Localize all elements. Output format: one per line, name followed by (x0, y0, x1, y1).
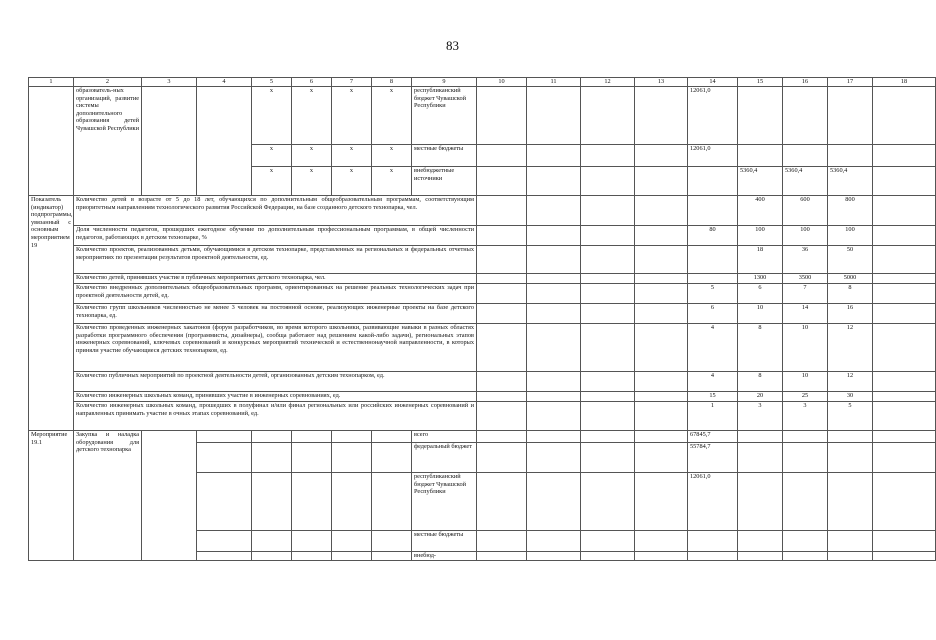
value-cell (688, 274, 738, 284)
code-cell: x (252, 167, 292, 196)
funding-source: всего (412, 431, 477, 443)
header-cell: 9 (412, 78, 477, 87)
empty-cell (142, 87, 197, 196)
value-cell: 5000 (828, 274, 873, 284)
value-cell: 4 (688, 324, 738, 372)
header-cell: 8 (372, 78, 412, 87)
code-cell: x (372, 145, 412, 167)
value-cell: 3500 (783, 274, 828, 284)
code-cell: x (252, 145, 292, 167)
page-number: 83 (446, 38, 459, 53)
header-cell: 17 (828, 78, 873, 87)
empty-cell (29, 87, 74, 196)
value-cell: 10 (783, 324, 828, 372)
header-cell: 2 (74, 78, 142, 87)
indicator-row (29, 196, 936, 226)
indicator-text: Количество проведенных инженерных хакатонов (форум разработчиков, во время которого школьники, развивающие навыки в разных областях разработки программного обеспечения (программисты, дизайнеры), сообща работают над решением какой-либо задачи), региональных этапов инженерных соревнований, ключевых соревнований и конкурсных мероприятий технической и естественнонаучной направленности, в которых приняли участие обучающиеся детских технопарков, ед. (74, 324, 477, 372)
value-cell (688, 167, 738, 196)
funding-source: республиканский бюджет Чувашской Республики (412, 473, 477, 531)
header-cell: 7 (332, 78, 372, 87)
indicator-row (29, 246, 936, 274)
header-cell: 1 (29, 78, 74, 87)
value-cell: 67845,7 (688, 431, 738, 443)
table-row (29, 431, 936, 443)
value-cell: 4 (688, 372, 738, 392)
table-row (29, 87, 936, 145)
header-cell: 18 (873, 78, 936, 87)
value-cell: 6 (738, 284, 783, 304)
indicator-text: Количество инженерных школьных команд, принявших участие в инженерных соревнованиях, ед. (74, 392, 477, 402)
value-cell: 100 (738, 226, 783, 246)
value-cell: 100 (783, 226, 828, 246)
value-cell (783, 145, 828, 167)
header-cell: 11 (527, 78, 581, 87)
code-cell: x (292, 167, 332, 196)
value-cell: 14 (783, 304, 828, 324)
value-cell: 5360,4 (828, 167, 873, 196)
value-cell: 25 (783, 392, 828, 402)
indicator-text: Количество внедренных дополнительных общеобразовательных программ, ориентированных на решение реальных технологических задач при проектной деятельности детей, ед. (74, 284, 477, 304)
header-cell: 13 (635, 78, 688, 87)
value-cell: 1300 (738, 274, 783, 284)
value-cell: 8 (828, 284, 873, 304)
value-cell (738, 87, 783, 145)
value-cell: 8 (738, 324, 783, 372)
funding-source: республиканский бюджет Чувашской Республики (412, 87, 477, 145)
value-cell: 12 (828, 372, 873, 392)
value-cell (688, 246, 738, 274)
indicator-row (29, 402, 936, 431)
value-cell: 3 (738, 402, 783, 431)
funding-source: внебюд- (412, 552, 477, 561)
indicator-row (29, 284, 936, 304)
code-cell: x (292, 145, 332, 167)
measure-name: Закупка и наладка оборудования для детского технопарка (74, 431, 142, 561)
code-cell: x (332, 145, 372, 167)
value-cell (828, 145, 873, 167)
activity-name: образователь-ных организаций, развитие системы дополнительного образования детей Чувашской Республики (74, 87, 142, 196)
header-cell: 10 (477, 78, 527, 87)
value-cell: 5 (828, 402, 873, 431)
code-cell: x (252, 87, 292, 145)
value-cell: 600 (783, 196, 828, 226)
value-cell: 6 (688, 304, 738, 324)
value-cell: 50 (828, 246, 873, 274)
funding-source: федеральный бюджет (412, 443, 477, 473)
value-cell: 12061,0 (688, 87, 738, 145)
value-cell: 55784,7 (688, 443, 738, 473)
value-cell (688, 196, 738, 226)
value-cell (738, 145, 783, 167)
value-cell: 1 (688, 402, 738, 431)
header-cell: 5 (252, 78, 292, 87)
indicator-text: Количество детей, принявших участие в публичных мероприятиях детского технопарка, чел. (74, 274, 477, 284)
header-row (29, 78, 936, 87)
indicator-text: Количество проектов, реализованных детьми, обучающимися в детском технопарке, представленных на региональных и федеральных отчетных мероприятиях по презентации результатов проектной деятельности, ед. (74, 246, 477, 274)
value-cell: 18 (738, 246, 783, 274)
value-cell: 400 (738, 196, 783, 226)
funding-source: местные бюджеты (412, 145, 477, 167)
value-cell: 3 (783, 402, 828, 431)
indicator-text: Количество инженерных школьных команд, прошедших в полуфинал и/или финал региональных или российских инженерных соревнований и направленных принимать участие в очных этапах соревнований, ед. (74, 402, 477, 431)
value-cell: 12061,0 (688, 473, 738, 531)
value-cell: 800 (828, 196, 873, 226)
indicator-row (29, 392, 936, 402)
indicator-row (29, 372, 936, 392)
funding-source: местные бюджеты (412, 531, 477, 552)
value-cell (688, 552, 738, 561)
value-cell: 20 (738, 392, 783, 402)
code-cell: x (332, 167, 372, 196)
header-cell: 14 (688, 78, 738, 87)
code-cell: x (372, 167, 412, 196)
funding-source: внебюджетные источники (412, 167, 477, 196)
empty-cell (197, 87, 252, 196)
value-cell: 15 (688, 392, 738, 402)
indicator-row (29, 304, 936, 324)
value-cell: 10 (783, 372, 828, 392)
value-cell (828, 87, 873, 145)
indicator-text: Доля численности педагогов, прошедших ежегодное обучение по дополнительным профессиональным программам, в общей численности педагогов, работающих в детском технопарке, % (74, 226, 477, 246)
indicator-row (29, 274, 936, 284)
code-cell: x (292, 87, 332, 145)
value-cell: 12061,0 (688, 145, 738, 167)
header-cell: 12 (581, 78, 635, 87)
value-cell (688, 531, 738, 552)
budget-table (28, 77, 936, 561)
value-cell: 100 (828, 226, 873, 246)
value-cell: 36 (783, 246, 828, 274)
indicator-label: Показатель (индикатор) подпрограммы, увязанный с основным мероприятием 19 (29, 196, 74, 431)
indicator-text: Количество детей в возрасте от 5 до 18 лет, обучающихся по дополнительным общеобразовательным программам, соответствующим приоритетным направлениям технологического развития Российской Федерации, на базе созданного детского технопарка, чел. (74, 196, 477, 226)
value-cell: 30 (828, 392, 873, 402)
code-cell: x (372, 87, 412, 145)
value-cell: 16 (828, 304, 873, 324)
header-cell: 3 (142, 78, 197, 87)
value-cell: 5360,4 (783, 167, 828, 196)
indicator-text: Количество публичных мероприятий по проектной деятельности детей, организованных детским технопарком, ед. (74, 372, 477, 392)
indicator-row (29, 226, 936, 246)
header-cell: 16 (783, 78, 828, 87)
value-cell: 12 (828, 324, 873, 372)
value-cell: 5 (688, 284, 738, 304)
indicator-text: Количество групп школьников численностью не менее 3 человек на постоянной основе, реализующих инженерные проекты на базе детского технопарка, ед. (74, 304, 477, 324)
value-cell: 80 (688, 226, 738, 246)
measure-label: Мероприятие 19.1 (29, 431, 74, 561)
value-cell: 10 (738, 304, 783, 324)
value-cell: 8 (738, 372, 783, 392)
value-cell (783, 87, 828, 145)
header-cell: 6 (292, 78, 332, 87)
value-cell: 5360,4 (738, 167, 783, 196)
header-cell: 4 (197, 78, 252, 87)
code-cell: x (332, 87, 372, 145)
indicator-row (29, 324, 936, 372)
header-cell: 15 (738, 78, 783, 87)
value-cell: 7 (783, 284, 828, 304)
